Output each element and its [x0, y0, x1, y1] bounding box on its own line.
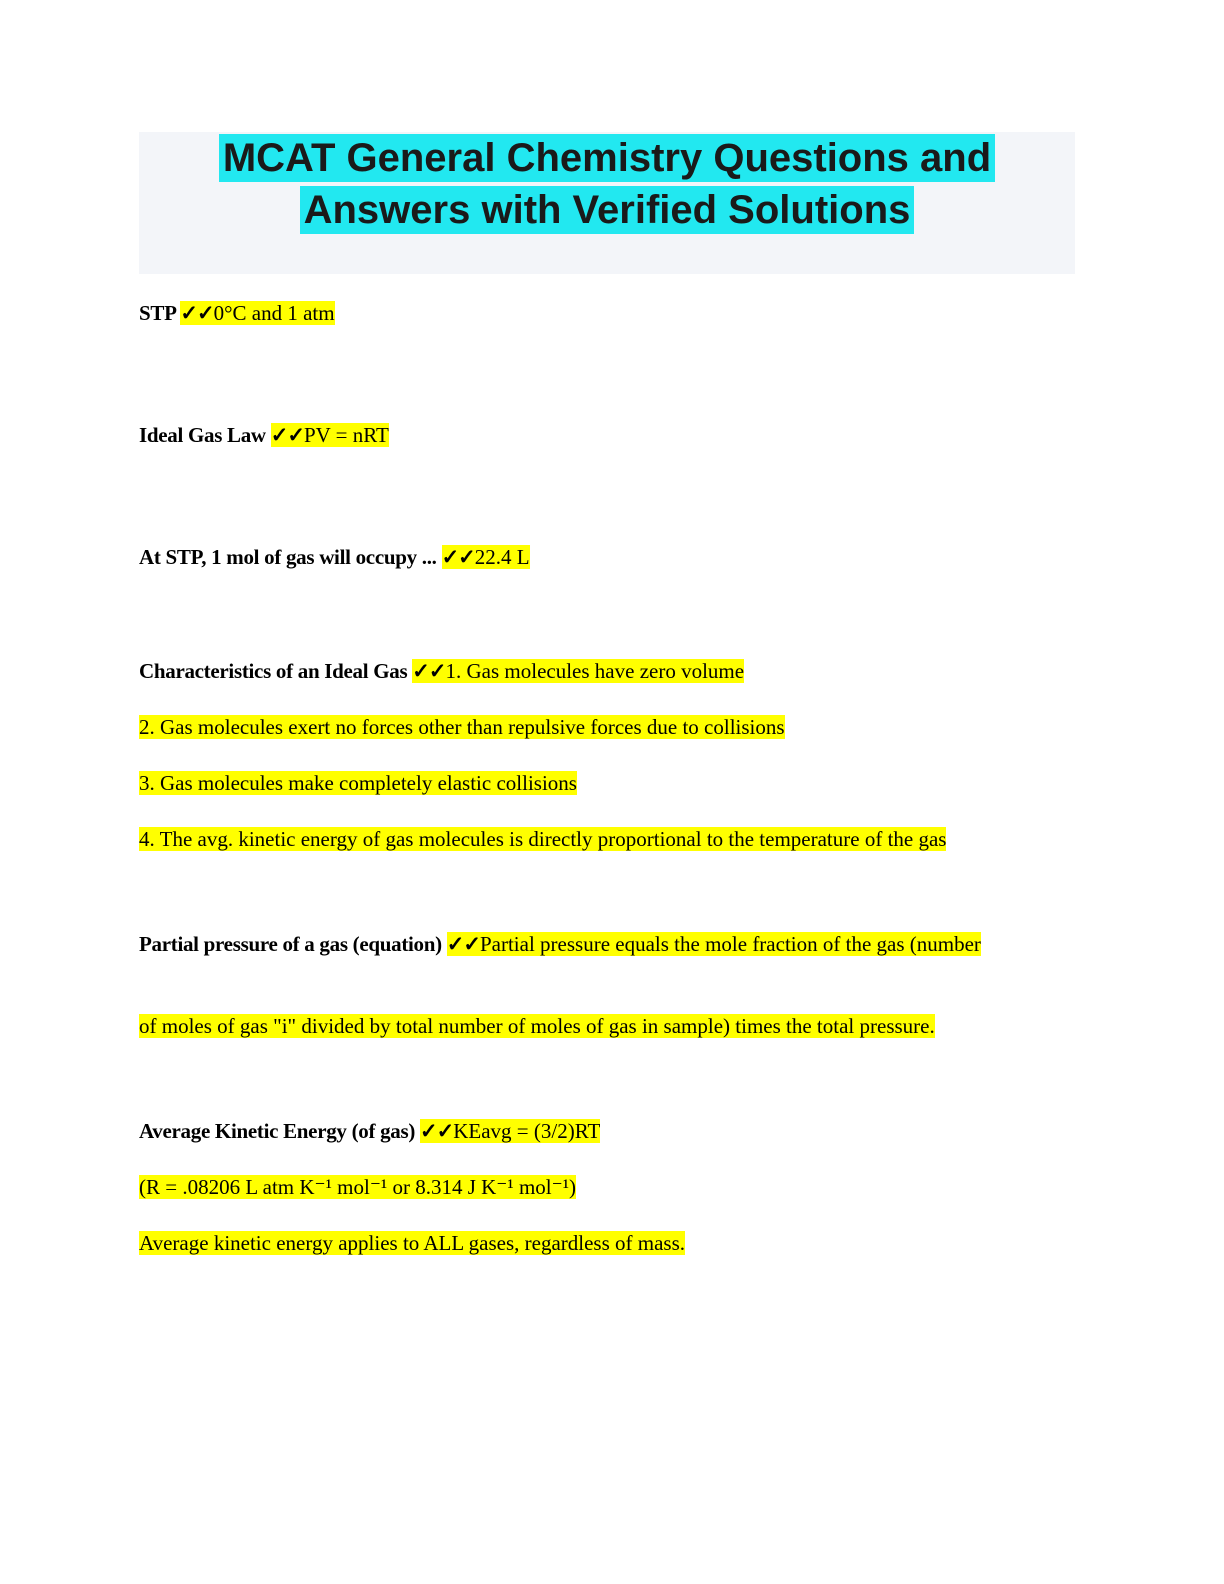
qa-line [139, 420, 1089, 450]
verified-check-icon: ✓✓ [420, 1119, 454, 1143]
question-text: Average Kinetic Energy (of gas) [139, 1119, 421, 1143]
question-text: Partial pressure of a gas (equation) [139, 932, 447, 956]
qa-line [139, 298, 1089, 328]
answer-extra-text: 4. The avg. kinetic energy of gas molecules is directly proportional to the temperature of the gas [139, 827, 947, 851]
answer-text: 0°C and 1 atm [213, 301, 335, 325]
qa-line [139, 1116, 1089, 1146]
question-text: STP [139, 301, 181, 325]
qa-line [139, 1172, 1089, 1202]
qa-line [139, 542, 1089, 572]
page-title-line-1 [139, 132, 1075, 184]
document-title-block [139, 132, 1075, 274]
answer-extra-text: (R = .08206 L atm K⁻¹ mol⁻¹ or 8.314 J K⁻¹ mol⁻¹) [139, 1175, 576, 1199]
qa-line [139, 1228, 1089, 1258]
title-highlight-2: Answers with Verified Solutions [300, 186, 915, 234]
question-text: Ideal Gas Law [139, 423, 271, 447]
page-title-line-2 [139, 184, 1075, 236]
qa-entry-molar-volume [139, 542, 1089, 572]
qa-entry-partial-pressure [139, 916, 1089, 1054]
answer-extra-text: 2. Gas molecules exert no forces other than repulsive forces due to collisions [139, 715, 785, 739]
answer-text: 22.4 L [474, 545, 530, 569]
verified-check-icon: ✓✓ [412, 659, 446, 683]
answer-extra-text: of moles of gas "i" divided by total number of moles of gas in sample) times the total pressure. [139, 1014, 935, 1038]
question-text: At STP, 1 mol of gas will occupy ... [139, 545, 442, 569]
qa-entry-stp [139, 298, 1089, 328]
verified-check-icon: ✓✓ [270, 423, 304, 447]
qa-line [139, 712, 1089, 742]
qa-entry-ideal-gas-characteristics [139, 656, 1089, 854]
qa-line [139, 998, 1089, 1054]
answer-text: Partial pressure equals the mole fraction of the gas (number [479, 932, 981, 956]
qa-line [139, 768, 1089, 798]
qa-line [139, 656, 1089, 686]
answer-text: KEavg = (3/2)RT [453, 1119, 601, 1143]
answer-extra-text: 3. Gas molecules make completely elastic collisions [139, 771, 577, 795]
verified-check-icon: ✓✓ [180, 301, 214, 325]
verified-check-icon: ✓✓ [446, 932, 480, 956]
answer-text: 1. Gas molecules have zero volume [445, 659, 745, 683]
qa-entry-average-kinetic-energy [139, 1116, 1089, 1258]
title-highlight-1: MCAT General Chemistry Questions and [219, 134, 995, 182]
verified-check-icon: ✓✓ [441, 545, 475, 569]
answer-extra-text: Average kinetic energy applies to ALL gases, regardless of mass. [139, 1231, 686, 1255]
question-text: Characteristics of an Ideal Gas [139, 659, 413, 683]
qa-content [139, 298, 1089, 1316]
qa-line [139, 916, 1089, 972]
qa-entry-ideal-gas-law [139, 420, 1089, 450]
qa-line [139, 824, 1089, 854]
answer-text: PV = nRT [303, 423, 389, 447]
